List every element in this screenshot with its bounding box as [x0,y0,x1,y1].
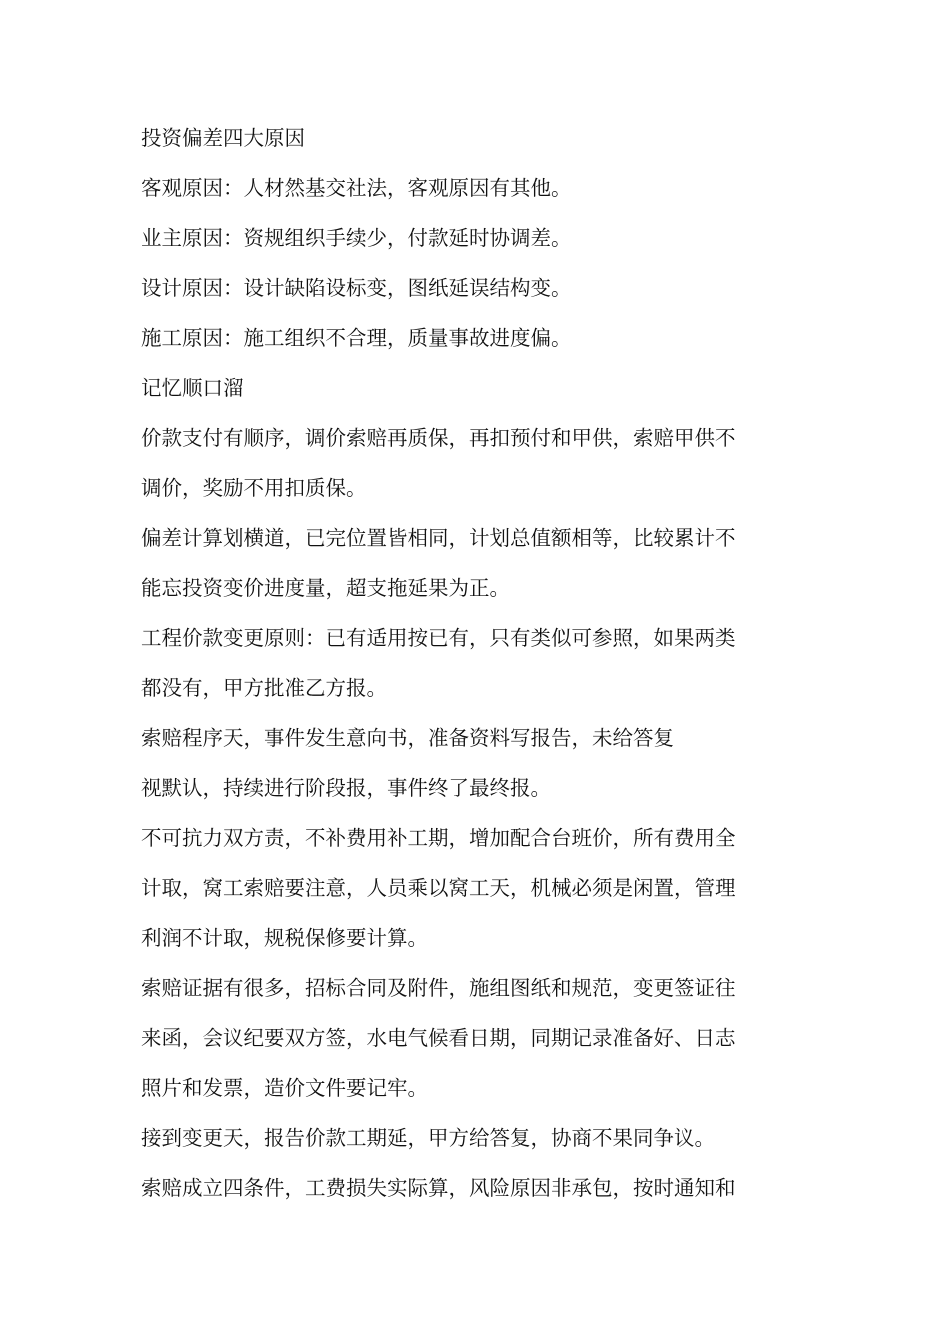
text-line: 索赔程序天，事件发生意向书，准备资料写报告，未给答复 [141,726,674,750]
text-line: 设计原因：设计缺陷设标变，图纸延误结构变。 [141,276,572,300]
text-line: 不可抗力双方责，不补费用补工期，增加配合台班价，所有费用全 [141,826,736,850]
section-heading-mnemonic: 记忆顺口溜 [141,376,244,400]
section-heading-investment-deviation: 投资偏差四大原因 [141,126,305,150]
text-line: 客观原因：人材然基交社法，客观原因有其他。 [141,176,572,200]
text-line: 索赔成立四条件，工费损失实际算，风险原因非承包，按时通知和 [141,1176,736,1200]
text-line: 偏差计算划横道，已完位置皆相同，计划总值额相等，比较累计不 [141,526,736,550]
text-line: 视默认，持续进行阶段报，事件终了最终报。 [141,776,551,800]
text-line: 接到变更天，报告价款工期延，甲方给答复，协商不果同争议。 [141,1126,715,1150]
text-line: 索赔证据有很多，招标合同及附件，施组图纸和规范，变更签证往 [141,976,736,1000]
text-line: 业主原因：资规组织手续少，付款延时协调差。 [141,226,572,250]
text-line: 调价，奖励不用扣质保。 [141,476,367,500]
text-line: 照片和发票，造价文件要记牢。 [141,1076,428,1100]
text-line: 来函，会议纪要双方签，水电气候看日期，同期记录准备好、日志 [141,1026,736,1050]
text-line: 施工原因：施工组织不合理，质量事故进度偏。 [141,326,572,350]
text-line: 价款支付有顺序，调价索赔再质保，再扣预付和甲供，索赔甲供不 [141,426,736,450]
text-line: 计取，窝工索赔要注意，人员乘以窝工天，机械必须是闲置，管理 [141,876,736,900]
text-line: 工程价款变更原则：已有适用按已有，只有类似可参照，如果两类 [141,626,736,650]
text-line: 能忘投资变价进度量，超支拖延果为正。 [141,576,510,600]
text-line: 都没有，甲方批准乙方报。 [141,676,387,700]
text-line: 利润不计取，规税保修要计算。 [141,926,428,950]
